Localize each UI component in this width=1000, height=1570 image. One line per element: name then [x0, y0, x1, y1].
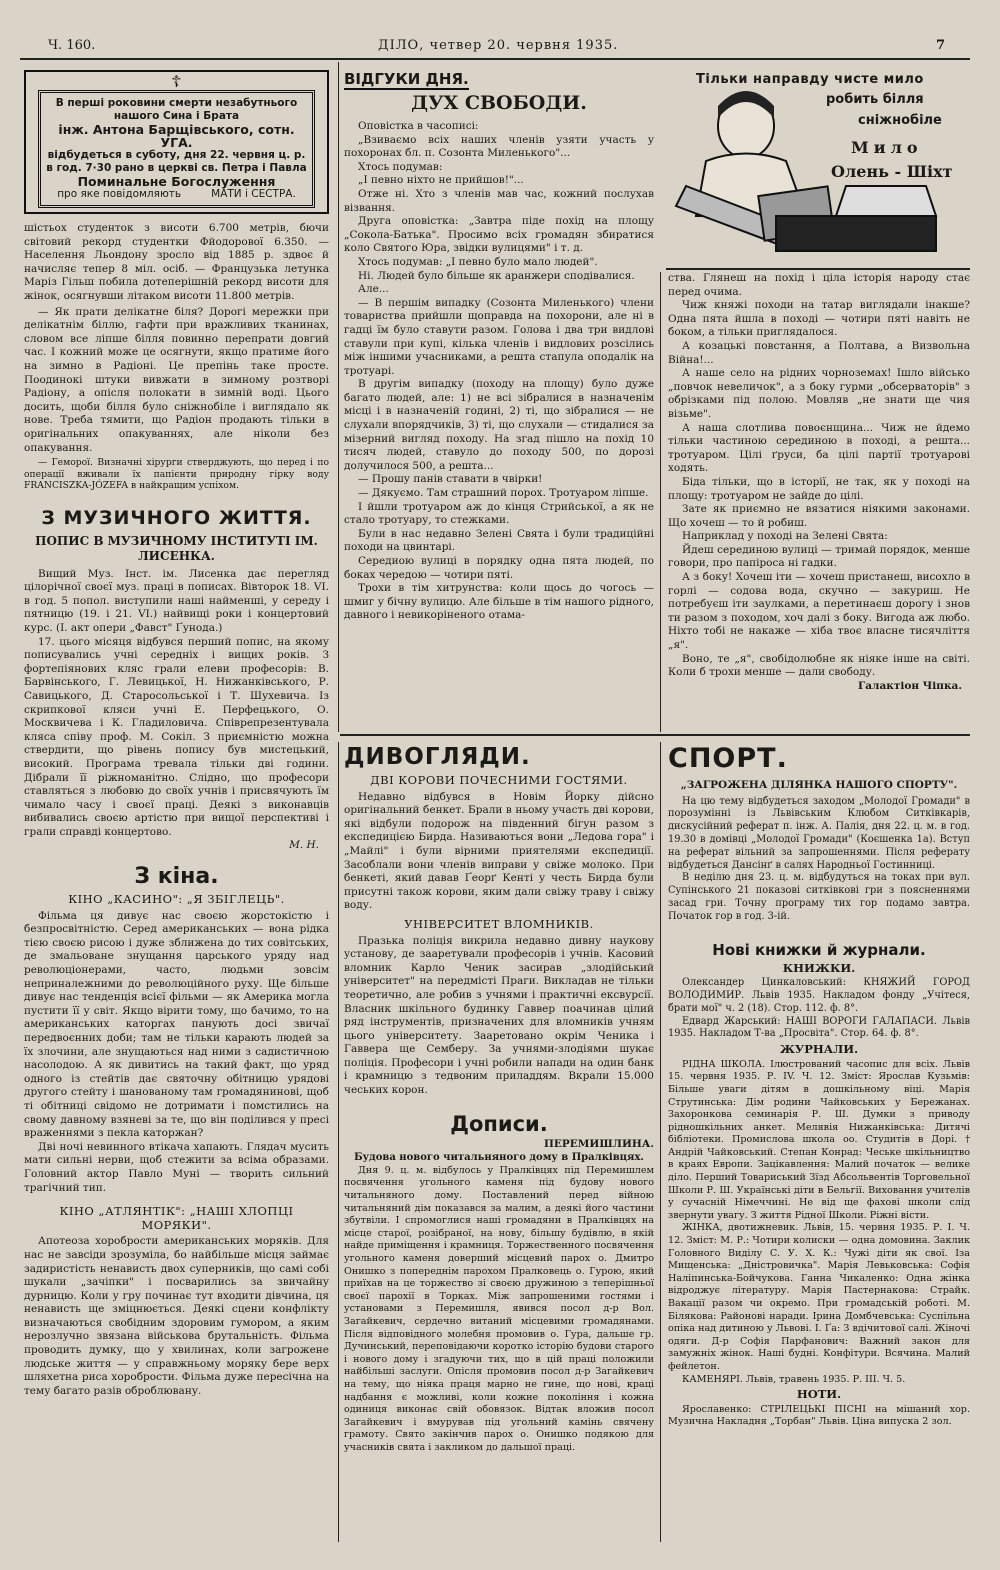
notes-entry: Ярославенко: СТРІЛЕЦЬКІ ПІСНІ на мішаний хор. Музична Накладня „Торбан" Львів. Ціна випуска 2 зол. [668, 1403, 970, 1428]
sport-paragraph: В неділю дня 23. ц. м. відбудуться на токах при вул. Супінського 21 показові ситківкові гри з поясненнями засад гри. Точну програму тих гор подамо завтра. Початок гор в год. 3-ій. [668, 872, 970, 922]
kino2-subtitle: КІНО „АТЛЯНТІК": „НАШІ ХЛОПЦІ МОРЯКИ". [59, 1204, 294, 1232]
article-paragraph: А козацькі повстання, а Полтава, а Визвольна Війна!... [668, 339, 970, 366]
divohl-title: ДИВОГЛЯДИ. [344, 744, 531, 770]
music-paragraph: Вищий Муз. Інст. ім. Лисенка дає перегляд цілорічної своєї муз. праці в пописах. Вівторок 18. VI. в год. 5 попол. виступили наші найменші, у середу і пятницю (19. і 21. VI.) найвищі роки і концертовий курс. (І. акт опери „Фавст" Ґунода.) [24, 567, 329, 634]
obit-line: В перші роковини смерти незабутнього [55, 97, 298, 109]
article-paragraph: Були в нас недавно Зелені Свята і були традиційні походи на цвинтарі. [344, 527, 654, 554]
article-paragraph: Йдеш серединою вулиці — тримай порядок, менше говори, про папіроса ні гадки. [668, 543, 970, 570]
column-2-bottom [344, 742, 654, 1542]
article-title: ДУХ СВОБОДИ. [411, 92, 587, 114]
music-paragraph: 17. цього місяця відбувся перший попис, на якому пописувались учні середніх і вищих років. З фортепіянових кляс грали елеви професорів: В. Барвінського, Г. Левицької, Н. Нижанківського, Р. Савицького, Д. Старосольської і Т. Шухевича. Із скрипкової кляси учні Е. Перфецького, О. Москвичева і К. Гладиловича. Співрепрезентувала кляса співу проф. М. Сокіл. З приємністю можна ствердити, що рівень попису був мистецький, високий. Програма тревала тільки дві години. Дібрали її ріжноманітно. Слідно, що професори ставляться з любовю до своїх учнів і присвячують їм чимало часу і своєї праці. Деякі з виконавців вибивались своєю артістю при вищої перспективі і грали справді концертово. [24, 635, 329, 838]
article-paragraph: І йшли тротуаром аж до кінця Стрийської, а як не стало тротуару, то стежками. [344, 500, 654, 527]
article-paragraph: Друга оповістка: „Завтра піде похід на площу „Сокола-Батька". Просимо всіх громадян збиратися коло Святого Юра, звідки вулицями" і т. д. [344, 215, 654, 255]
header-rule [20, 58, 970, 60]
dopysy-title: Дописи. [450, 1111, 548, 1136]
issue-number: Ч. 160. [48, 38, 96, 53]
article-paragraph: Ні. Людей було більше як аранжери сподівалися. [358, 269, 635, 282]
article-paragraph: — В першім випадку (Созонта Миленького) члени товариства прийшли щоправда на похорони, але ні в гадці їм було ставути разом. Голова і два три видлові ставули при купі, кілька членів і видлових розсілись між іншими учасниками, а решта стапула оподалік на тротуарі. [344, 296, 654, 377]
article-paragraph: Наприклад у поході на Зелені Свята: [682, 530, 888, 543]
book-entry: Олександер Цинкаловський: КНЯЖИЙ ГОРОД ВОЛОДИМИР. Львів 1935. Накладом фонду „Учітеся, брати мої" ч. 2 (18). Стор. 112. ф. 8°. [668, 977, 970, 1014]
obit-name: інж. Антона Барщівського, сотн. УГА. [58, 122, 295, 150]
divohl-subtitle: УНІВЕРСИТЕТ ВЛОМНИКІВ. [404, 916, 594, 931]
article-paragraph: А наше село на рідних чорноземах! Ішло військо „повчок невеличок", а з боку гурми „обсерваторів" з обрізками під полою. Мовляв „не знати ще чия візьме". [668, 367, 970, 420]
news-paragraph: — Як прати делікатне біля? Дорогі мережки при делікатнім біллю, гафти при вражливих тканинах, словом все ліпше білля повинно перепрати довгий час. І кожний може це осягнути, якщо пратиме його на зимно в Радіоні. Це препінь таке просте. Поодинокі штуки вивжати в зимному розтворі Радіону, а опісля полокати в зимній воді. Цього досить, щоби білля було сніжнобіле і виглядало як нове. Треба тямити, що Радіон продають тільки в оригінальних опакуваннях, але ніколи без опакування. [24, 305, 329, 454]
article-paragraph: Але... [358, 283, 389, 296]
article-paragraph: Хтось подумав: [358, 160, 443, 173]
ad-line: робить білля [826, 92, 924, 107]
obituary-box [38, 90, 315, 208]
article-paragraph: Біда тільки, що в історії, не так, як у поході на площу: тротуаром не зайде до цілі. [668, 475, 970, 502]
obituary-frame [24, 70, 329, 214]
article-paragraph: „Взиваємо всіх наших членів узяти участь у похоронах бл. п. Созонта Миленького"... [344, 133, 654, 160]
page-number: 7 [936, 38, 946, 53]
kino-paragraph: Апотеоза хоробрости американських моряків. Для нас не завсіди зрозуміла, бо найбільше місця займає задиристість ненависть двох суперників, що самі собі шукали „зачіпки" і посварились за звичайну дурницю. Коли у гру починає тут входити дівчина, ця ненависть ще зміцнюється. Деякі сцени конфлікту визначаються свобідним здоровим гумором, а яким нерозлучно звязана військова брутальність. Фільма проводить думку, що у хвилинах, коли загрожене людське життя — у справжньому моряку бере верх шляхетна риса хоробрости. Фільма дуже пересічна на тему багато разів оброблювану. [24, 1235, 329, 1397]
news-paragraph: — Геморої. Визначні хірурги стверджують, що перед і по операції вживали їх папієнти природну гірку воду FRANCISZKA-JÓZEFA в найкращим успіхом. [24, 457, 329, 492]
books-heading: НОТИ. [796, 1387, 842, 1402]
dopysy-lead: Будова нового читальняного дому в Пралківцях. [354, 1152, 644, 1164]
journal-entry: КАМЕНЯРІ. Львів, травень 1935. Р. III. Ч. 5. [682, 1373, 906, 1385]
kino-subtitle: КІНО „КАСИНО": „Я ЗБІГЛЕЦЬ". [68, 892, 285, 907]
article-paragraph: „І певно ніхто не прийшов!"... [358, 174, 524, 187]
mid-rule [340, 734, 970, 736]
news-paragraph: шістьох студенток з висоти 6.700 метрів, бючи світовий рекорд студентки Фйодорової 6.350. — Населення Льондону зросло від 1885 р. здвоє й начисляє тепер 8 міл. осіб. — Французька летунка Маріз Гільш побила дотеперішній рекорд висоти для жінок, осягнувши літаком висоти 11.800 метрів. [24, 222, 329, 302]
column-3 [668, 272, 970, 732]
article-paragraph: Трохи в тім хитрунства: коли щось до чогось — шмиг у бічну вулицю. Але більше в тім нашого рідного, давного і невикоріненого отама- [344, 582, 654, 622]
ad-brand: Олень - Шіхт [831, 162, 953, 181]
article-paragraph: В другім випадку (походу на площу) було дуже багато людей, але: 1) не всі зібралися в назначенім місці і в назначеній годині, 2) ті, що зібралися — не слухали впорядчиків, 3) ті, що слухали — стидалися за мізерний вигляд походу. На згад пішло на похід 10 тисяч людей, ставуло до походу 500, по дорозі долучилося 500, а решта... [344, 378, 654, 472]
ad-headline: Тільки направду чисте мило [696, 72, 924, 87]
divohl-paragraph: Празька поліція викрила недавно дивну наукову установу, де зааретували професорів і учнів. Касовий вломник Карло Ченик засирав „злодійський університет" на передмісті Праги. Викладав не тільки теоретично, але робив з учнями і практичні ексвурсії. Власник шкільного будинку Гаввер поачинав цілий ряд інструментів, призначених для вломників учням цього університету. Зааретовано окрім Ченика і Гаввера ще Семберу. За учнями-злодіями шукає поліція. Професори і учні робили напади на один банк і крамницю з тедвоним приладдям. Вкрали 15.000 чеських корон. [344, 934, 654, 1097]
article-paragraph: А з боку! Хочеш іти — хочеш пристанеш, висохло в горлі — содова вода, скучно — закуриш. Не потребуєш іти заулками, а перетинаєш дорогу і знов ти разом з походом, хоч далі з боку. Вигода аж любо. Ніхто тобі не накаже — хіба твоє власне тисячліття „я". [668, 571, 970, 652]
kino-paragraph: Дві ночі невинного втікача хапають. Глядач мусить мати сильні нерви, щоб стежити за всіма образами. Головний актор Павло Муні — творить сильний трагічний тип. [24, 1140, 329, 1194]
kino-paragraph: Фільма ця дивує нас своєю жорстокістю і безпросвітністю. Серед американських — вона рідка тією своєю рисою і дуже зближена до тих совітських, де змальоване знущання царського уряду над революціонерами, часто, людьми зовсім неприналежними до революційного руху. Ще більше дивує нас тенденція всієї фільми — як Америка могла пустити її у світ. Якщо вірити тому, що бачимо, то на американських каторгах панують досі звичаї передвоєнних доби; там не тільки карають людей за їх злочини, але знущаються над ними з садистичною насолодою. А як дивитись на такий факт, що уряд одного із стейтів дає святочну обітницю урядові другого стейту і шанованому там громадянинові, щоб ті обітниці свідомо не дотримати і помстились на свому давному взяневі за те, що він поділився у пресі враженнями з пекла каторжан? [24, 909, 329, 1140]
music-signature: М. Н. [289, 839, 319, 852]
kino-section-title: З кіна. [134, 864, 219, 890]
music-section-title: З МУЗИЧНОГО ЖИТТЯ. [41, 506, 312, 529]
sport-paragraph: На цю тему відбудеться заходом „Молодої Громади" в порозумінні із Львівським Клюбом Ситківкарів, дискусійний реферат п. інж. А. Палія, дня 22. ц. м. в год. 19.30 в домівці „Молодої Громади" (Коєшенка 1а). Вступ на реферат вільний за запрошеннями. Після реферату відбудеться Данcінґ в салях Народньої Гостинниці. [668, 795, 970, 871]
article-paragraph: Отже ні. Хто з членів мав час, кожний послухав візвання. [344, 187, 654, 214]
column-2 [344, 70, 654, 730]
obit-line: нашого Сина і Брата [113, 110, 240, 122]
journal-entry: ЖІНКА, двотижневик. Львів, 15. червня 1935. Р. I. Ч. 12. Зміст: М. Р.: Чотири колиски — одна домовина. Заклик Головного Виділу С. У. Х. К.: Чужі діти як свої. Іза Мищенська: „Дністровичка". Марія Левьковська: Софія Наліпинська-Бойчукова. Ганна Чикаленко: Одна жінка відроджує літературу. Марія Пастернакова: Страйк. Вакації разом чи окремо. При громадській роботі. М. Білякова: Районові наради. Ірина Домбчевська: Суспільна опіка над дитиною у Львові. І. Ґа: З вдічитової салі. Жіночі одяги. Д-р Софія Парфанович: Важний закон для замужніх жінок. Наші будні. Конфітури. Всячина. Малий фейлетон. [668, 1222, 970, 1372]
article-paragraph: Оповістка в часописі: [358, 120, 479, 132]
books-heading: ЖУРНАЛИ. [779, 1042, 859, 1057]
dopysy-paragraph: Дня 9. ц. м. відбулось у Пралківцях під Перемишлем посвячення угольного каменя під будову нового читальняного дому. Поставлений перед війною читальняний дім показався за малим, а деякі його частини збутвіли. І спромоглися наші громадяни в Пралківцях на місце старої, розібраної, на нову, більшу будівлю, в якій найде приміщення і крамниця. Торжественного посвячення угольного каменя доверший місцевий парох о. Дмитро Онишко з попереднім парохом Пралковець о. Гурою, який приїхав на це торжество зі своєю дружиною з теперішньої своєї парохії в Торках. Між запрошеними гостями і установами з Перемишля, явився посол д-р Вол. Загайкевич, сердечно витаний місцевими громадянами. Після відповідного молебня промовив о. Гура, дальше гр. Дучинський, переповідаючи коротко історію будови старого і нового дому і згадуючи тих, що в цій праці положили найбільші заслуги. Опісля промовив посол д-р Загайкевич на тему, що ніяка праця марно не гине, що нові, краці надбання є можливі, коли кожне покоління і кожна одиниця виконає свій обовязок. Відтак вложив посол Загайкевич і вмурував під угольний камінь свячену грамоту. Свято закінчив парох о. Онишко подякою для учасників свята і закликом до дальшої праці. [344, 1164, 654, 1453]
column-3-bottom [668, 742, 970, 1542]
article-paragraph: Середиою вулиці в порядку одна пята людей, по боках чередою — чотири пяті. [344, 555, 654, 581]
sport-subtitle: „ЗАГРОЖЕНА ДІЛЯНКА НАШОГО СПОРТУ". [680, 779, 958, 791]
obit-line: відбудеться в суботу, дня 22. червня ц. р. [47, 149, 306, 161]
ad-brand: Мило [851, 138, 923, 157]
sport-title: СПОРТ. [668, 743, 788, 774]
article-paragraph: А наша слотлива повоєнщина... Чиж не йдемо тільки частиною серединою в поході, а решта... тротуаром. Цілі ґруси, ба цілі партії тротуарові ходять. [668, 421, 970, 475]
journal-entry: РІДНА ШКОЛА. Ілюстрований часопис для всіх. Львів 15. червня 1935. Р. IV. Ч. 12. Зміст: Ярослав Кузьмів: Більше уваги дітям в дошкільному віці. Марія Струтинська: Дім родини Чайковських у Бережанах. Захоронкова семинарія Р. Ш. Думки з приводу рідношкільних анкет. Мелявія Нижанківська: Дитячі бібліотеки. Промислова школа оо. Студитів в Дорі. † Андрій Чайковський. Степан Конрад: Чеське шкільництво в краях Европи. Зацікавлення: Малий початок — велике діло. Перший Товариський Зїзд Абсольвентів Торговельної Школи Р. Ш. Українські діти в Бельгії. Виховання учителів у сучасній Німеччині. Не від ще фахові школи слід звернути увагу. З життя Рідної Школи. Ріжні вісти. [668, 1058, 970, 1221]
books-title: Нові книжки й журнали. [712, 940, 926, 959]
divohl-paragraph: Недавно відбувся в Новім Йорку дійсно оригінальний бенкет. Брали в ньому участь дві корови, які відбули подорож на південний бігун разом з експедицією Бирда. Називаються вони „Ледова гора" і „Майлі" і були вірними приятелями експедиції. Засоблали вони членів виправи у свіже молоко. При бенкеті, який давав Ґеорґ Кенті у честь Бирда були присутні також корови, яким дали свіжу траву і свіжу воду. [344, 790, 654, 912]
cross-icon: ☦ [171, 72, 182, 91]
ad-line: сніжнобіле [858, 113, 942, 128]
masthead: ДІЛО, четвер 20. червня 1935. [378, 38, 619, 53]
author-signature: Галактіон Чіпка. [858, 679, 962, 692]
books-heading: КНИЖКИ. [782, 960, 856, 975]
article-paragraph: Зате як приємно не вязатися ніякими законами. Що хочеш — то й робиш. [668, 503, 970, 529]
dopysy-place: ПЕРЕМИШЛИНА. [543, 1137, 654, 1150]
article-paragraph: — Дякуємо. Там страшний порох. Тротуаром ліпше. [358, 487, 649, 500]
article-paragraph: Воно, те „я", свобідолюбне як ніяке інше на світі. Коли б трохи менше — дали свободу. [668, 652, 970, 679]
music-subtitle: ПОПИС В МУЗИЧНОМУ ІНСТИТУТІ ІМ. ЛИСЕНКА. [35, 533, 318, 563]
article-paragraph: Хтось подумав: „І певно було мало людей". [358, 255, 598, 268]
column-1 [24, 222, 329, 1542]
obit-line: в год. 7·30 рано в церкві св. Петра і Павла [46, 162, 307, 174]
page-header [48, 38, 958, 60]
section-kicker: ВІДГУКИ ДНЯ. [344, 70, 469, 88]
obit-service: Поминальне Богослуження [77, 174, 276, 189]
woman-illustration [666, 66, 966, 266]
book-entry: Едвард Жарський: НАШІ ВОРОГИ ГАЛАПАСИ. Львів 1935. Накладом Т-ва „Просвіта". Стор. 64. ф. 8°. [668, 1015, 970, 1040]
obit-footer: про яке повідомляють МАТИ і СЕСТРА. [57, 188, 296, 200]
article-paragraph: ства. Глянеш на похід і ціла історія народу стає перед очима. [668, 272, 970, 298]
article-paragraph: Чиж княжі походи на татар виглядали інакше? Одна пята йшла в поході — чотири пяті навіть не боком, а тільки приглядалося. [668, 299, 970, 339]
soap-advertisement [666, 66, 970, 266]
divohl-subtitle: ДВІ КОРОВИ ПОЧЕСНИМИ ГОСТЯМИ. [370, 773, 628, 787]
article-paragraph: — Прошу панів ставати в чвірки! [358, 473, 543, 486]
